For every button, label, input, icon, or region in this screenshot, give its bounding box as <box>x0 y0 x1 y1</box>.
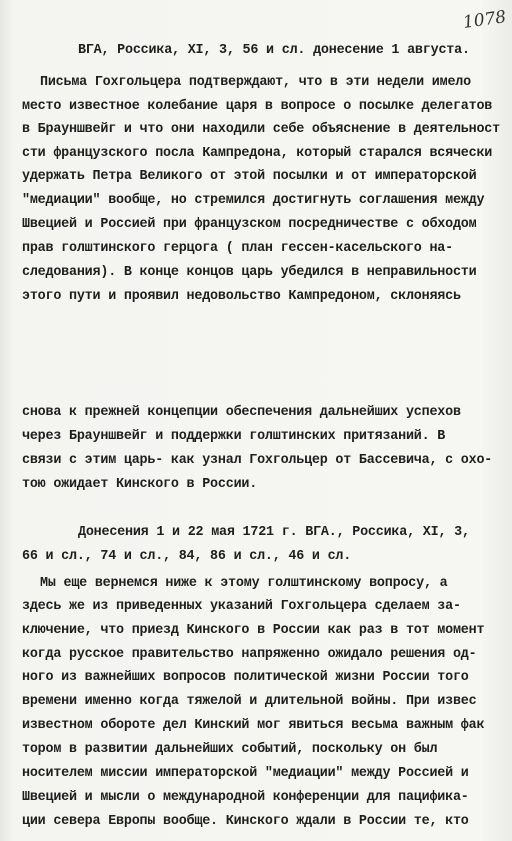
text-line: следования). В конце концов царь убедился в неправильности <box>22 265 477 280</box>
text-line: тою ожидает Кинского в России. <box>22 477 258 492</box>
text-line: Письма Гохгольцера подтверждают, что в эти недели имело <box>40 75 471 90</box>
text-line: через Брауншвейг и поддержки голштинских притязаний. В <box>22 429 446 444</box>
text-line: снова к прежней концепции обеспечения дальнейших успехов <box>22 405 461 420</box>
text-line: Мы еще вернемся ниже к этому голштинскому вопросу, а <box>40 576 448 591</box>
text-line: место известное колебание царя в вопросе о посылке делегатов <box>22 99 493 114</box>
text-line: носителем миссии императорской "медиации" между Россией и <box>22 766 469 781</box>
reference-line: Донесения 1 и 22 мая 1721 г. ВГА., Россика, XI, 3, <box>78 525 470 540</box>
text-line: Швецией и мысли о международной конференции для пацифика- <box>22 790 469 805</box>
text-line: связи с этим царь- как узнал Гохгольцер от Бассевича, с охо- <box>22 453 493 468</box>
text-line: когда русское правительство напряженно ожидало решения од- <box>22 647 477 662</box>
reference-line: ВГА, Россика, XI, 3, 56 и сл. донесение 1 августа. <box>78 43 470 58</box>
text-line: ного из важнейших вопросов политической жизни России того <box>22 670 469 685</box>
text-line: этого пути и проявил недовольство Кампредоном, склоняясь <box>22 289 461 304</box>
text-line: тором в развитии дальнейших событий, поскольку он был <box>22 742 438 757</box>
reference-line: 66 и сл., 74 и сл., 84, 86 и сл., 46 и сл. <box>22 549 352 564</box>
text-line: известном обороте дел Кинский мог явиться весьма важным фак <box>22 718 485 733</box>
text-line: в Брауншвейг и что они находили себе объяснение в деятельност <box>22 122 500 137</box>
text-line: Швецией и Россией при французском посредничестве с обходом <box>22 217 477 232</box>
text-line: удержать Петра Великого от этой посылки и от императорской <box>22 169 477 184</box>
text-line: ключение, что приезд Кинского в России как раз в тот момент <box>22 623 485 638</box>
text-line: "медиации" вообще, но стремился достигнуть соглашения между <box>22 193 485 208</box>
text-line: ции севера Европы вообще. Кинского ждали в России те, кто <box>22 814 469 829</box>
text-line: времени именно когда тяжелой и длительной войны. При извес <box>22 694 477 709</box>
text-line: сти французского посла Кампредона, который старался всячески <box>22 146 493 161</box>
text-line: здесь же из приведенных указаний Гохгольцера сделаем за- <box>22 599 461 614</box>
text-line: прав голштинского герцога ( план гессен-касельского на- <box>22 241 453 256</box>
handwritten-page-number: 1078 <box>461 7 508 33</box>
